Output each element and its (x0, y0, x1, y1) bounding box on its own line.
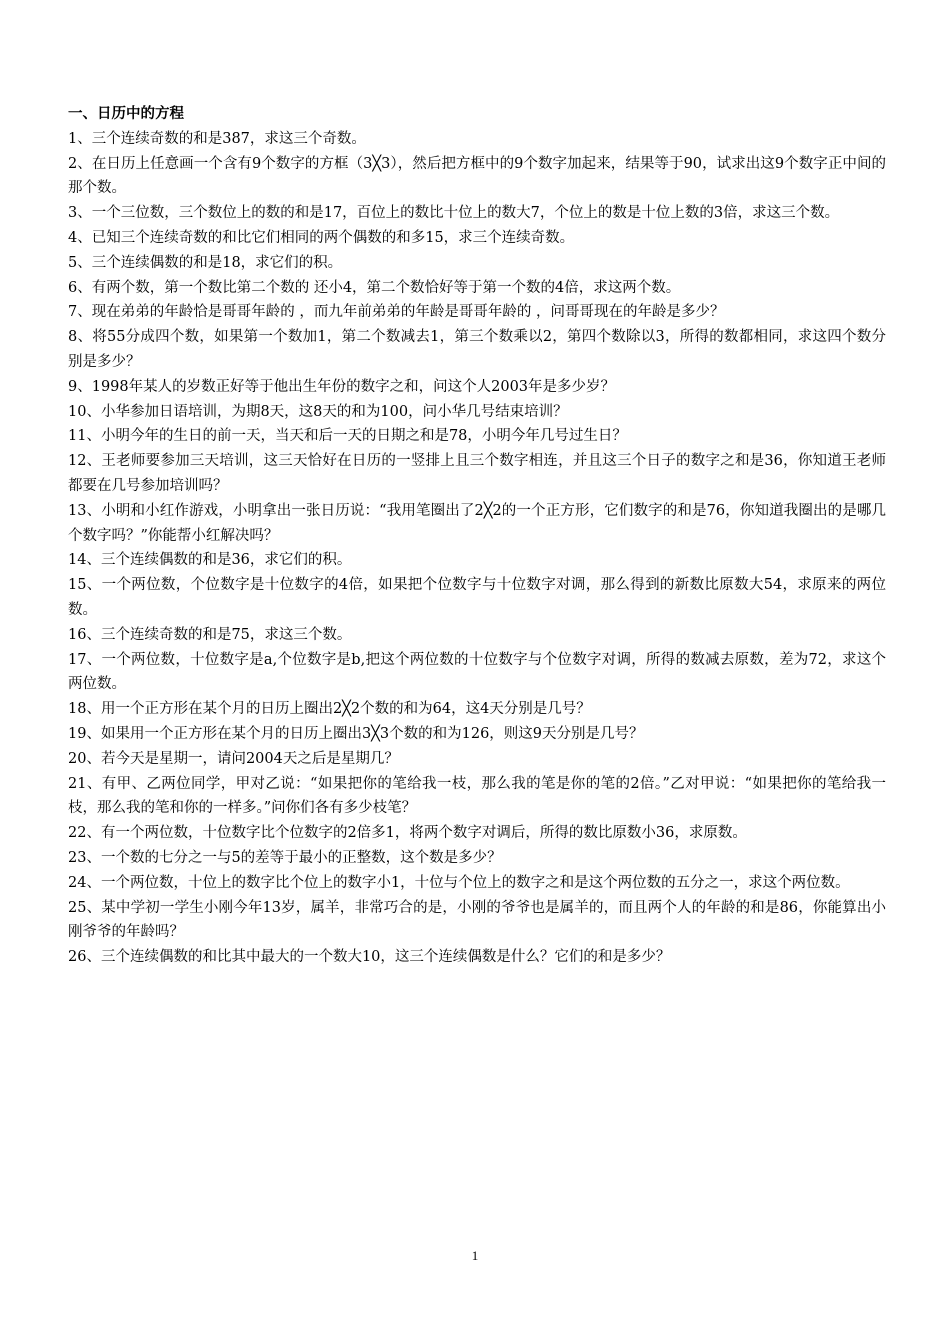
section-heading: 一、日历中的方程 (68, 106, 184, 122)
page-number: 1 (471, 1248, 479, 1263)
question-item: 1、三个连续奇数的和是387，求这三个奇数。 (68, 130, 366, 147)
question-item: 12、王老师要参加三天培训，这三天恰好在日历的一竖排上且三个数字相连，并且这三个日子的数字之和是36，你知道王老师都要在几号参加培训吗？ (68, 453, 886, 494)
question-item: 6、有两个数，第一个数比第二个数的 还小4，第二个数恰好等于第一个数的4倍，求这两个数。 (68, 279, 681, 296)
question-item: 16、三个连续奇数的和是75，求这三个数。 (68, 626, 352, 643)
question-item: 15、一个两位数，个位数字是十位数字的4倍，如果把个位数字与十位数字对调，那么得到的新数比原数大54，求原来的两位数。 (68, 577, 886, 618)
question-item: 4、已知三个连续奇数的和比它们相同的两个偶数的和多15，求三个连续奇数。 (68, 229, 575, 246)
question-item: 25、某中学初一学生小刚今年13岁，属羊，非常巧合的是，小刚的爷爷也是属羊的，而且两个人的年龄的和是86，你能算出小刚爷爷的年龄吗？ (68, 899, 886, 941)
question-item: 11、小明今年的生日的前一天，当天和后一天的日期之和是78，小明今年几号过生日？ (68, 428, 627, 445)
question-item: 13、小明和小红作游戏，小明拿出一张日历说：“我用笔圈出了2╳2的一个正方形，它们数字的和是76，你知道我圈出的是哪几个数字吗？”你能帮小红解决吗？ (68, 502, 886, 544)
question-item: 8、将55分成四个数，如果第一个数加1，第二个数减去1，第三个数乘以2，第四个数除以3，所得的数都相同，求这四个数分别是多少？ (68, 329, 886, 370)
question-item: 26、三个连续偶数的和比其中最大的一个数大10，这三个连续偶数是什么？它们的和是多少？ (68, 949, 671, 966)
question-item: 2、在日历上任意画一个含有9个数字的方框（3╳3），然后把方框中的9个数字加起来，结果等于90，试求出这9个数字正中间的那个数。 (68, 155, 886, 197)
question-item: 22、有一个两位数，十位数字比个位数字的2倍多1，将两个数字对调后，所得的数比原数小36，求原数。 (68, 825, 747, 842)
question-item: 5、三个连续偶数的和是18，求它们的积。 (68, 254, 343, 271)
question-item: 24、一个两位数，十位上的数字比个位上的数字小1，十位与个位上的数字之和是这个两位数的五分之一，求这个两位数。 (68, 874, 850, 891)
question-item: 19、如果用一个正方形在某个月的日历上圈出3╳3个数的和为126，则这9天分别是几号？ (68, 725, 644, 742)
question-item: 10、小华参加日语培训，为期8天，这8天的和为100，问小华几号结束培训？ (68, 403, 568, 420)
question-item: 21、有甲、乙两位同学，甲对乙说：“如果把你的笔给我一枝，那么我的笔是你的笔的2倍。”乙对甲说：“如果把你的笔给我一枝，那么我的笔和你的一样多。”问你们各有多少枝笔？ (68, 775, 886, 817)
question-list (68, 127, 886, 970)
question-item: 3、一个三位数，三个数位上的数的和是17，百位上的数比十位上的数大7，个位上的数是十位上数的3倍，求这三个数。 (68, 205, 840, 222)
question-item: 17、一个两位数，十位数字是a,个位数字是b,把这个两位数的十位数字与个位数字对调，所得的数减去原数，差为72，求这个两位数。 (68, 651, 886, 693)
question-item: 7、现在弟弟的年龄恰是哥哥年龄的 ，而九年前弟弟的年龄是哥哥年龄的 ，问哥哥现在的年龄是多少？ (68, 304, 725, 321)
question-item: 20、若今天是星期一，请问2004天之后是星期几？ (68, 750, 399, 767)
question-item: 14、三个连续偶数的和是36，求它们的积。 (68, 552, 352, 569)
question-item: 18、用一个正方形在某个月的日历上圈出2╳2个数的和为64，这4天分别是几号？ (68, 701, 591, 718)
question-item: 23、一个数的七分之一与5的差等于最小的正整数，这个数是多少？ (68, 849, 502, 866)
question-item: 9、1998年某人的岁数正好等于他出生年份的数字之和，问这个人2003年是多少岁？ (68, 378, 616, 395)
document-body (68, 102, 886, 970)
